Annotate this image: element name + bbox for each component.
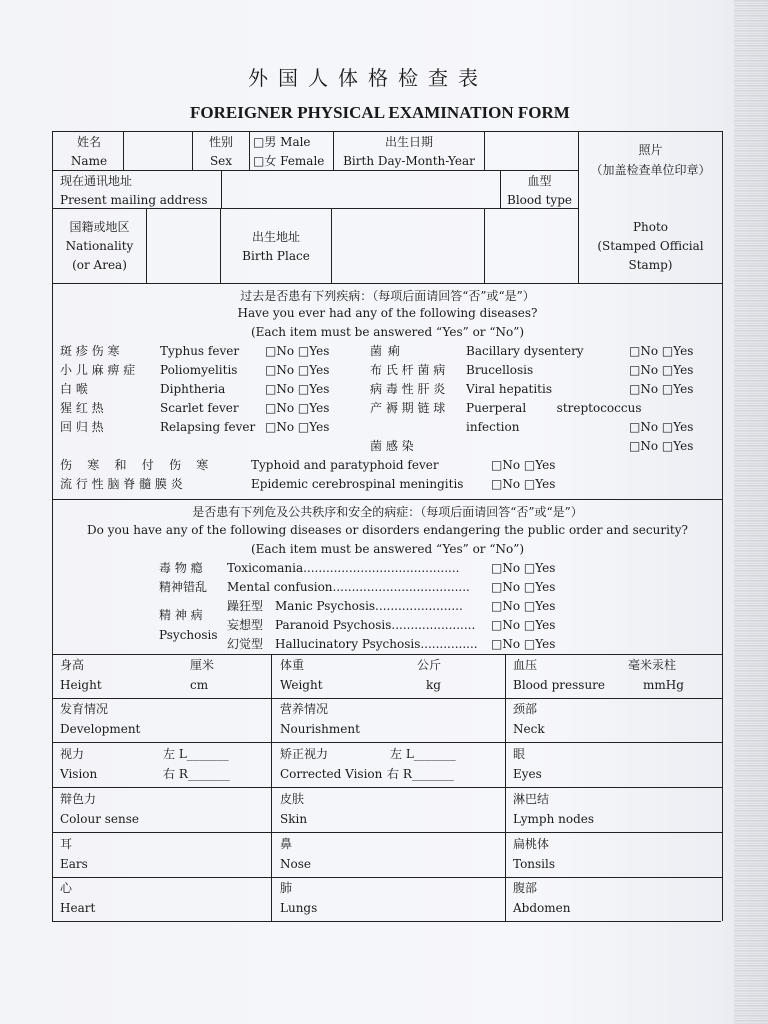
nose-label-en: Nose: [280, 857, 311, 871]
eyes-label-en: Eyes: [513, 767, 542, 781]
vision-label-cn: 视力: [60, 747, 85, 761]
photo-stamp-en-2: Stamp): [628, 258, 673, 272]
vision-label-en: Vision: [60, 767, 98, 781]
psychosis-cn: 精 神 病: [159, 608, 203, 622]
heart-label-en: Heart: [60, 901, 96, 915]
weight-label-cn: 体重: [280, 658, 305, 672]
female-checkbox[interactable]: □女 Female: [253, 154, 325, 168]
nationality-label-cn: 国籍或地区: [69, 220, 130, 234]
blood-type-field[interactable]: [485, 209, 577, 282]
birth-date-label: [336, 134, 482, 169]
weight-unit-cn: 公斤: [417, 658, 442, 672]
photo-stamp-en: (Stamped Official: [597, 239, 704, 253]
photo-box-label: [579, 142, 722, 178]
blood-pressure-label-en: Blood pressure: [513, 678, 606, 692]
photo-label-cn: 照片: [638, 143, 663, 157]
rule: [52, 499, 723, 500]
development-label-en: Development: [60, 722, 141, 736]
birth-place-label-en: Birth Place: [242, 249, 310, 263]
birth-date-label-cn: 出生日期: [384, 135, 433, 149]
disease-name-en: Relapsing fever: [160, 420, 256, 434]
rule: [333, 131, 334, 171]
disease-name-cn: 布 氏 杆 菌 病: [370, 363, 446, 377]
public-checkboxes: [491, 559, 555, 654]
disease-left-en-list: [160, 342, 255, 437]
disease-infection-cn: 菌 感 染: [370, 439, 414, 453]
nose-label: [280, 836, 311, 872]
paranoid-type-cn: 妄想型: [227, 618, 264, 632]
neck-label-en: Neck: [513, 722, 545, 736]
abdomen-label: [513, 880, 570, 916]
corrected-vision-label: [280, 746, 382, 782]
lymph-nodes-label-cn: 淋巴结: [513, 792, 550, 806]
blood-pressure-unit-en: mmHg: [643, 678, 684, 692]
no-yes-checkbox[interactable]: □No □Yes: [491, 618, 556, 632]
address-label: [60, 173, 207, 208]
manic-psychosis-en: Manic Psychosis.......................: [275, 599, 463, 613]
no-yes-checkbox[interactable]: □No □Yes: [265, 363, 330, 377]
psychosis-en: Psychosis: [159, 628, 218, 642]
weight-label-en: Weight: [280, 678, 323, 692]
rule: [52, 877, 723, 878]
tonsils-label-cn: 扁桃体: [513, 837, 550, 851]
nourishment-label-en: Nourishment: [280, 722, 360, 736]
nationality-label: [54, 218, 145, 275]
disease-name-en: Bacillary dysentery: [466, 344, 584, 358]
address-field[interactable]: [222, 171, 499, 207]
no-yes-checkbox[interactable]: □No □Yes: [265, 401, 330, 415]
lungs-label-cn: 肺: [280, 881, 293, 895]
disease-name-cn: 小 儿 麻 痹 症: [60, 363, 136, 377]
male-checkbox[interactable]: □男 Male: [253, 135, 311, 149]
no-yes-checkbox[interactable]: □No □Yes: [629, 439, 694, 453]
rule: [52, 832, 723, 833]
heart-label-cn: 心: [60, 881, 73, 895]
photo-label-en: Photo: [632, 220, 669, 234]
no-yes-checkbox[interactable]: □No □Yes: [265, 344, 330, 358]
mental-confusion-cn: 精神错乱: [159, 580, 208, 594]
rule: [192, 131, 193, 171]
disease-name-cn: 产 褥 期 链 球: [370, 401, 446, 415]
disease-name-en: Brucellosis: [466, 363, 534, 377]
abdomen-label-cn: 腹部: [513, 881, 538, 895]
rule: [52, 698, 723, 699]
disease-name-cn: 回 归 热: [60, 420, 104, 434]
lymph-nodes-label: [513, 791, 594, 827]
photo-box-label-en: [579, 218, 722, 275]
corrected-vision-fields: [387, 746, 456, 782]
colour-sense-label: [60, 791, 139, 827]
height-unit-cn: 厘米: [190, 658, 215, 672]
disease-name-en: Diphtheria: [160, 382, 226, 396]
address-label-cn: 现在通讯地址: [60, 174, 133, 188]
name-label: [56, 134, 122, 169]
no-yes-checkbox[interactable]: □No □Yes: [491, 561, 556, 575]
height-label: [60, 657, 102, 693]
vision-label: [60, 746, 97, 782]
no-yes-checkbox[interactable]: □No □Yes: [491, 637, 556, 651]
disease-name-cn: 伤 寒 和 付 伤 寒: [60, 458, 209, 472]
sex-label-en: Sex: [209, 154, 233, 168]
blood-pressure-unit: [628, 657, 684, 693]
nourishment-label: [280, 701, 360, 737]
diseases-question-cn: 过去是否患有下列疾病：（每项后面请回答“否”或“是”）: [240, 289, 535, 303]
corrected-vision-left-field[interactable]: 左 L_______: [390, 747, 456, 761]
toxicomania-en: Toxicomania.........................................: [227, 561, 460, 575]
weight-label: [280, 657, 323, 693]
height-unit: [190, 657, 214, 693]
disease-name-en: infection: [466, 420, 520, 434]
disease-name-en: Typhoid and paratyphoid fever: [251, 458, 439, 472]
tonsils-label-en: Tonsils: [513, 857, 556, 871]
disease-right-en-list: [466, 342, 642, 437]
disease-name-en: Epidemic cerebrospinal meningitis: [251, 477, 464, 491]
weight-unit: [417, 657, 441, 693]
rule: [505, 654, 506, 921]
disease-name-cn: 流 行 性 脑 脊 髓 膜 炎: [60, 477, 183, 491]
corrected-vision-label-en: Corrected Vision: [280, 767, 383, 781]
title-chinese: 外国人体格检查表: [248, 66, 488, 90]
rule: [52, 654, 723, 655]
no-yes-checkbox[interactable]: □No □Yes: [629, 420, 694, 434]
rule: [271, 654, 272, 921]
vision-left-field[interactable]: 左 L_______: [163, 747, 229, 761]
disease-name-en: Viral hepatitis: [466, 382, 552, 396]
disease-name-cn: 病 毒 性 肝 炎: [370, 382, 446, 396]
nourishment-label-cn: 营养情况: [280, 702, 329, 716]
blood-pressure-label: [513, 657, 605, 693]
birth-date-label-en: Birth Day-Month-Year: [343, 154, 475, 168]
rule: [52, 283, 723, 284]
blood-type-label-cn: 血型: [527, 174, 552, 188]
name-label-cn: 姓名: [76, 135, 101, 149]
weight-unit-en: kg: [426, 678, 441, 692]
disease-name-cn: 白 喉: [60, 382, 88, 396]
birth-place-field[interactable]: [332, 209, 483, 282]
sex-options: [253, 134, 324, 169]
no-yes-checkbox[interactable]: □No □Yes: [491, 599, 556, 613]
disease-wide-cn-list: [60, 456, 208, 494]
rule: [249, 131, 250, 171]
blood-pressure-unit-cn: 毫米汞柱: [628, 658, 677, 672]
tonsils-label: [513, 836, 555, 872]
no-yes-checkbox[interactable]: □No □Yes: [491, 458, 556, 472]
birth-place-label-cn: 出生地址: [251, 230, 300, 244]
birth-date-field[interactable]: [485, 132, 577, 170]
nationality-field[interactable]: [147, 209, 219, 282]
no-yes-checkbox[interactable]: □No □Yes: [265, 420, 330, 434]
no-yes-checkbox[interactable]: □No □Yes: [629, 363, 694, 377]
disease-name-cn: 斑 疹 伤 寒: [60, 344, 120, 358]
development-label: [60, 701, 140, 737]
neck-label-cn: 颈部: [513, 702, 538, 716]
disease-name-cn: 菌 痢: [370, 344, 401, 358]
sex-label: [194, 134, 248, 169]
birth-place-label: [221, 229, 331, 264]
eyes-label: [513, 746, 542, 782]
table-border-bottom: [52, 921, 721, 922]
height-unit-en: cm: [190, 678, 209, 692]
address-label-en: Present mailing address: [60, 193, 208, 207]
skin-label-en: Skin: [280, 812, 308, 826]
diseases-answer-note: (Each item must be answered “Yes” or “No”): [250, 325, 525, 339]
diseases-question-en: Have you ever had any of the following diseases?: [237, 306, 538, 320]
blood-pressure-label-cn: 血压: [513, 658, 538, 672]
nationality-label-en: Nationality: [65, 239, 134, 253]
nationality-label-en-2: (or Area): [72, 258, 127, 272]
rule: [52, 787, 723, 788]
eyes-label-cn: 眼: [513, 747, 526, 761]
corrected-vision-right-field[interactable]: 右 R_______: [387, 767, 454, 781]
hallucinatory-psychosis-en: Hallucinatory Psychosis...............: [275, 637, 478, 651]
blood-type-label: [501, 173, 578, 208]
colour-sense-label-cn: 辩色力: [60, 792, 97, 806]
no-yes-checkbox[interactable]: □No □Yes: [491, 477, 556, 491]
development-label-cn: 发育情况: [60, 702, 109, 716]
ears-label: [60, 836, 88, 872]
disease-name-en: Puerperal streptococcus: [466, 401, 642, 415]
sex-label-cn: 性别: [208, 135, 233, 149]
photo-note-cn: （加盖检查单位印章）: [590, 163, 711, 177]
ears-label-en: Ears: [60, 857, 88, 871]
mental-confusion-en: Mental confusion....................................: [227, 580, 470, 594]
disease-name-en: Poliomyelitis: [160, 363, 238, 377]
title-english: FOREIGNER PHYSICAL EXAMINATION FORM: [190, 103, 570, 122]
rule: [52, 742, 723, 743]
nose-label-cn: 鼻: [280, 837, 293, 851]
height-label-en: Height: [60, 678, 102, 692]
name-field[interactable]: [124, 132, 191, 170]
abdomen-label-en: Abdomen: [513, 901, 571, 915]
no-yes-checkbox[interactable]: □No □Yes: [629, 382, 694, 396]
ears-label-cn: 耳: [60, 837, 73, 851]
colour-sense-label-en: Colour sense: [60, 812, 139, 826]
disease-right-cn-list: [370, 342, 445, 418]
skin-label: [280, 791, 307, 827]
disease-left-cn-list: [60, 342, 152, 437]
no-yes-checkbox[interactable]: □No □Yes: [629, 344, 694, 358]
disease-name-cn: 猩 红 热: [60, 401, 104, 415]
no-yes-checkbox[interactable]: □No □Yes: [491, 580, 556, 594]
paranoid-psychosis-en: Paranoid Psychosis......................: [275, 618, 476, 632]
lungs-label-en: Lungs: [280, 901, 318, 915]
lymph-nodes-label-en: Lymph nodes: [513, 812, 595, 826]
lungs-label: [280, 880, 317, 916]
spacer: [629, 399, 693, 418]
manic-type-cn: 躁狂型: [227, 599, 264, 613]
public-question-en: Do you have any of the following diseases or disorders endangering the public order and security?: [87, 523, 688, 537]
vision-fields: [163, 746, 230, 782]
name-label-en: Name: [70, 154, 108, 168]
vision-right-field[interactable]: 右 R_______: [163, 767, 230, 781]
corrected-vision-label-cn: 矫正视力: [280, 747, 329, 761]
no-yes-checkbox[interactable]: □No □Yes: [265, 382, 330, 396]
height-label-cn: 身高: [60, 658, 85, 672]
neck-label: [513, 701, 545, 737]
paper-scan-edge: [734, 0, 768, 1024]
disease-left-checkboxes: [265, 342, 329, 437]
disease-name-en: Scarlet fever: [160, 401, 239, 415]
disease-name-en: Typhus fever: [160, 344, 240, 358]
disease-right-checkboxes: [629, 342, 693, 456]
public-question-cn: 是否患有下列危及公共秩序和安全的病症：（每项后面请回答“否”或“是”）: [192, 505, 583, 519]
heart-label: [60, 880, 95, 916]
skin-label-cn: 皮肤: [280, 792, 305, 806]
disease-wide-checkboxes: [491, 456, 555, 494]
blood-type-label-en: Blood type: [507, 193, 572, 207]
hallucinatory-type-cn: 幻觉型: [227, 637, 264, 651]
public-answer-note: (Each item must be answered “Yes” or “No”): [250, 542, 525, 556]
disease-wide-en-list: [251, 456, 463, 494]
toxicomania-cn: 毒 物 瘾: [159, 561, 203, 575]
